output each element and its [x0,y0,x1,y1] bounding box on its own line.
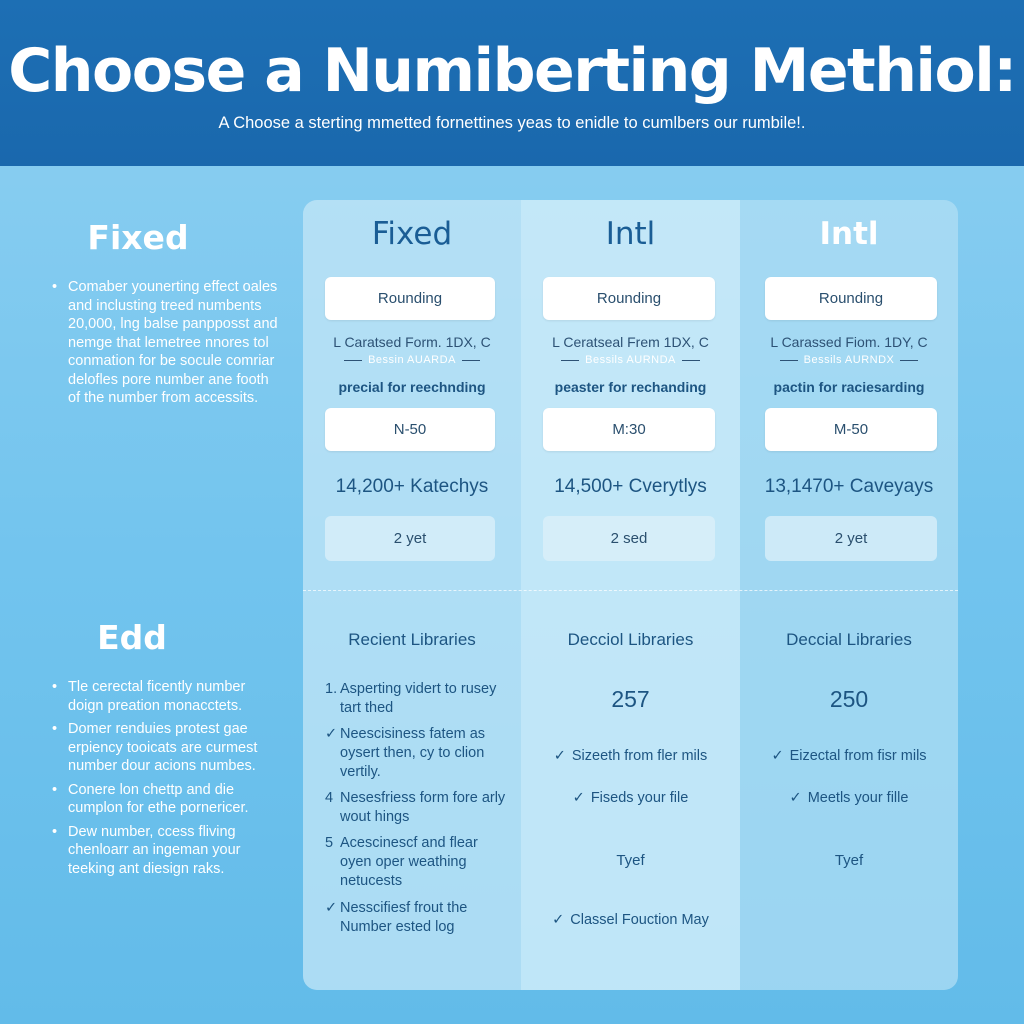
check-text: Eizectal from fisr mils [789,748,927,764]
check-text: Classel Fouction May [570,912,709,928]
column-intl-2 [740,200,958,990]
check-icon: ✓ [771,748,784,764]
rounding-button[interactable]: Rounding [543,277,715,320]
check-icon: ✓ [552,912,565,928]
item-text: Nesesfriess form fore arly wout hings [340,790,506,825]
column-title: Fixed [371,216,453,252]
count-label: 13,1470+ Caveyays [764,476,934,497]
item-text: Neescisiness fatem as oysert then, cy to clion vertily. [340,726,486,780]
mode-button[interactable]: M-50 [765,408,937,451]
bullet-item: • Comaber younerting effect oales and inclusting treed numbents 20,000, lng balse panpposst and nemge that lemetree nnores tol conmation for be socule comriar delofles pore number ane footh of the number from accessits. [52,278,284,408]
format-description: peaster for rechanding [554,379,707,395]
bullet-item: • Domer renduies protest gae erpiency tooicats are curmest number dour acions numbes. [52,720,284,776]
column-title: Intl [605,216,656,252]
list-item [325,834,510,891]
format-description: pactin for raciesarding [773,379,925,395]
item-text: Nesscifiesf frout the Number ested log [340,900,468,935]
check-item [521,790,740,806]
check-item [521,912,740,928]
column-intl-1 [521,200,740,990]
count-label: 14,500+ Cverytlys [554,476,707,497]
year-button[interactable]: 2 yet [765,516,937,561]
list-item [325,789,510,827]
format-line: L Ceratseal Frem 1DX, C [552,334,709,350]
format-subline: Bessils AURNDA [521,354,740,366]
check-item [521,748,740,764]
rounding-button[interactable]: Rounding [765,277,937,320]
mode-button[interactable]: M:30 [543,408,715,451]
format-line: L Caratsed Form. 1DX, C [333,334,491,350]
check-icon: ✓ [789,790,802,806]
format-subline: Bessils AURNDX [740,354,958,366]
page-subtitle: A Choose a sterting mmetted fornettines yeas to enidle to cumlbers our rumbile!. [218,114,806,132]
library-value: 257 [611,686,650,712]
section-heading-fixed: Fixed [87,218,189,257]
mode-button[interactable]: N-50 [325,408,495,451]
format-description: precial for reechnding [338,379,486,395]
check-item [740,790,958,806]
bullet-item: • Conere lon chettp and die cumplon for ethe pornericer. [52,781,284,818]
libraries-heading: Recient Libraries [348,630,476,649]
list-item [325,899,510,937]
item-marker: 4 [325,790,334,806]
count-label: 14,200+ Katechys [335,476,489,497]
format-subline: Bessin AUARDA [303,354,521,366]
libraries-heading: Deccial Libraries [786,630,912,649]
type-label: Tyef [616,852,645,869]
page-title: Choose a Numiberting Methiol: [8,36,1016,106]
year-button[interactable]: 2 sed [543,516,715,561]
edd-bullet-list [52,678,284,883]
section-heading-edd: Edd [97,618,167,657]
format-line: L Carassed Fiom. 1DY, C [770,334,928,350]
item-text: Asperting vidert to rusey tart thed [340,681,497,716]
comparison-panel [303,200,958,990]
check-text: Fiseds your file [590,790,689,806]
column-fixed [303,200,521,990]
library-value: 250 [829,686,869,712]
year-button[interactable]: 2 yet [325,516,495,561]
bullet-item: • Tle cerectal ficently number doign preation monacctets. [52,678,284,715]
libraries-heading: Decciol Libraries [567,630,694,649]
section-divider [303,590,958,591]
column-title: Intl [819,216,879,252]
list-item [325,680,510,718]
type-label: Tyef [834,852,864,869]
rounding-button[interactable]: Rounding [325,277,495,320]
item-marker: 1. [325,681,338,697]
bullet-item: • Dew number, ccess fliving chenloarr an ingeman your teeking ant diesign raks. [52,823,284,879]
check-text: Meetls your fille [807,790,909,806]
header-banner [0,0,1024,166]
check-text: Sizeeth from fler mils [571,748,708,764]
check-icon: ✓ [325,900,338,916]
check-item [740,748,958,764]
check-icon: ✓ [553,748,566,764]
check-icon: ✓ [572,790,585,806]
fixed-bullet-list [52,278,284,413]
item-text: Acescinescf and flear oyen oper weathing netucests [340,835,478,889]
list-item [325,725,510,782]
item-marker: 5 [325,835,334,851]
feature-list [325,680,510,944]
check-icon: ✓ [325,726,338,742]
